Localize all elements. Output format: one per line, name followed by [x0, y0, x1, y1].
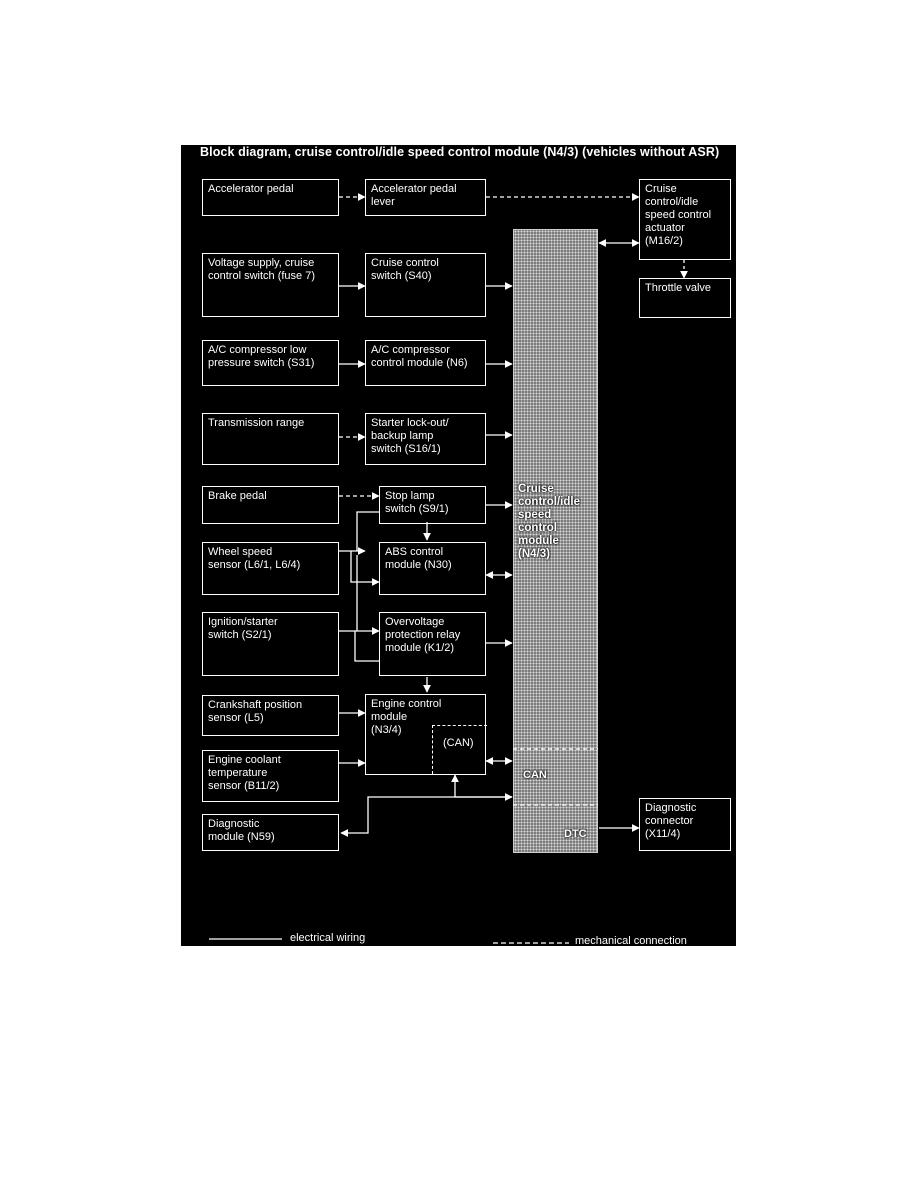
actuator-box: Cruise control/idle speed control actuator (M16/2): [639, 179, 731, 260]
module-dtc-label: DTC: [564, 828, 587, 840]
wheel-speed-sensor-box: Wheel speed sensor (L6/1, L6/4): [202, 542, 339, 595]
coolant-sensor-box: Engine coolant temperature sensor (B11/2): [202, 750, 339, 802]
crankshaft-sensor-box: Crankshaft position sensor (L5): [202, 695, 339, 736]
ac-low-pressure-switch-box: A/C compressor low pressure switch (S31): [202, 340, 339, 386]
brake-pedal-box: Brake pedal: [202, 486, 339, 524]
cruise-switch-box: Cruise control switch (S40): [365, 253, 486, 317]
legend-mechanical-text: mechanical connection: [575, 935, 687, 946]
wire-ignition-down: [355, 631, 379, 661]
diagnostic-connector-box: Diagnostic connector (X11/4): [639, 798, 731, 851]
wire-wheel-up-to-stoplamp: [357, 512, 379, 551]
transmission-range-box: Transmission range: [202, 413, 339, 465]
throttle-valve-box: Throttle valve: [639, 278, 731, 318]
starter-lockout-switch-box: Starter lock-out/ backup lamp switch (S16/1): [365, 413, 486, 465]
diagram-title: Block diagram, cruise control/idle speed control module (N4/3) (vehicles without ASR): [200, 145, 720, 159]
diagram-panel: [181, 145, 736, 946]
accelerator-lever-box: Accelerator pedal lever: [365, 179, 486, 216]
cruise-control-module-label: Cruise control/idle speed control module (N4/3): [518, 483, 580, 560]
accelerator-pedal-box: Accelerator pedal: [202, 179, 339, 216]
wire-bus-to-diag-module: [341, 797, 512, 833]
overvoltage-relay-box: Overvoltage protection relay module (K1/2): [379, 612, 486, 676]
abs-module-box: ABS control module (N30): [379, 542, 486, 595]
legend-electrical-text: electrical wiring: [290, 932, 366, 944]
wire-wheel-branch: [351, 551, 379, 582]
engine-control-module-box: Engine control module (N3/4): [365, 694, 486, 775]
voltage-supply-box: Voltage supply, cruise control switch (fuse 7): [202, 253, 339, 317]
module-can-label: CAN: [523, 769, 547, 781]
diagnostic-module-box: Diagnostic module (N59): [202, 814, 339, 851]
ignition-switch-box: Ignition/starter switch (S2/1): [202, 612, 339, 676]
ac-control-module-box: A/C compressor control module (N6): [365, 340, 486, 386]
engine-can-subblock: (CAN): [432, 725, 487, 774]
stop-lamp-switch-box: Stop lamp switch (S9/1): [379, 486, 486, 524]
